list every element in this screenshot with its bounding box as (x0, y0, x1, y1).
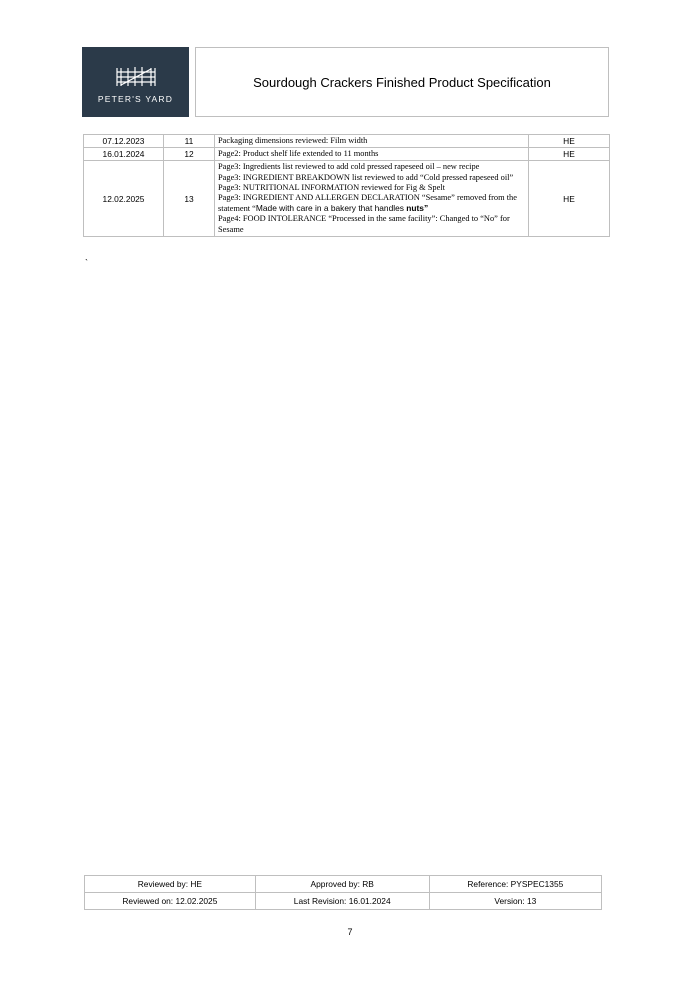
table-row (84, 161, 610, 236)
revision-version: 11 (164, 135, 215, 148)
revision-description: Page2: Product shelf life extended to 11 months (215, 148, 529, 161)
revision-description: Packaging dimensions reviewed: Film width (215, 135, 529, 148)
revision-line-quote: Made with care in a bakery that handles (255, 203, 407, 214)
reference: Reference: PYSPEC1355 (429, 876, 601, 893)
revision-date: 16.01.2024 (84, 148, 164, 161)
revision-version: 13 (164, 161, 215, 236)
version: Version: 13 (429, 893, 601, 910)
peters-yard-logo (82, 47, 189, 117)
document-title: Sourdough Crackers Finished Product Specification (253, 74, 551, 90)
revision-line: Page3: NUTRITIONAL INFORMATION reviewed for Fig & Spelt (218, 182, 445, 192)
revision-author: HE (529, 161, 610, 236)
table-row (84, 135, 610, 148)
revision-line-bold: nuts” (406, 203, 429, 214)
gate-icon (114, 64, 158, 88)
revision-line-text: Page3: INGREDIENT AND ALLERGEN DECLARATION “Sesame” removed from the statement “ (218, 193, 517, 214)
reviewed-by: Reviewed by: HE (85, 876, 256, 893)
page-number: 7 (347, 927, 353, 937)
approved-by: Approved by: RB (255, 876, 429, 893)
revision-author: HE (529, 148, 610, 161)
table-row (85, 876, 602, 893)
revision-description (215, 161, 529, 236)
revision-line: Page3: INGREDIENT BREAKDOWN list reviewed to add “Cold pressed rapeseed oil” (218, 172, 514, 182)
reviewed-on: Reviewed on: 12.02.2025 (85, 893, 256, 910)
logo-text: PETER'S YARD (97, 94, 174, 104)
revision-version: 12 (164, 148, 215, 161)
revision-date: 12.02.2025 (84, 161, 164, 236)
footer-table (84, 875, 602, 910)
revision-date: 07.12.2023 (84, 135, 164, 148)
revision-line: Page3: Ingredients list reviewed to add cold pressed rapeseed oil – new recipe (218, 162, 480, 172)
table-row (85, 893, 602, 910)
table-row (84, 148, 610, 161)
revision-author: HE (529, 135, 610, 148)
stray-mark: ` (85, 258, 88, 268)
revision-line (218, 193, 525, 214)
revision-line: Page4: FOOD INTOLERANCE “Processed in the same facility”: Changed to “No” for Sesame (218, 214, 510, 234)
revision-history-table (83, 134, 610, 237)
document-title-box (195, 47, 609, 117)
last-revision: Last Revision: 16.01.2024 (255, 893, 429, 910)
